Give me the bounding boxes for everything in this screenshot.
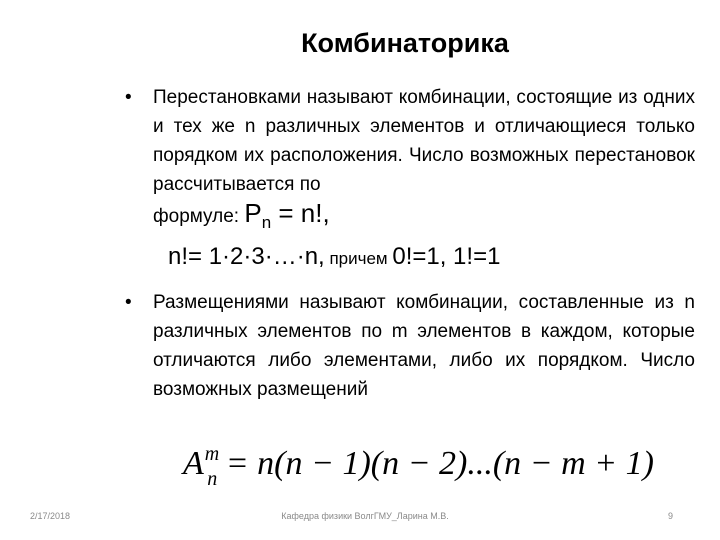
arrangement-formula <box>183 443 654 490</box>
factorial-def: n!= 1·2·3·…·n, <box>168 243 325 270</box>
permutation-formula <box>244 198 330 233</box>
bullet-permutations-text: Перестановками называют комбинации, состоящие из одних и тех же n различных элементов и отличающиеся только порядком их расположения. Число возможных перестановок рассчитывается по <box>153 87 695 195</box>
factorial-note: причем <box>324 249 393 268</box>
factorial-definition <box>168 243 500 271</box>
formula-prefix: формуле: <box>153 206 245 227</box>
bullet-arrangements <box>125 288 695 404</box>
footer-date: 2/17/2018 <box>30 511 71 521</box>
formula-a: A <box>183 445 204 482</box>
formula-rhs: = n(n − 1)(n − 2)...(n − m + 1) <box>225 445 654 482</box>
formula-p-sub: n <box>261 213 272 233</box>
bullet-dot: • <box>125 87 132 108</box>
footer-author: Кафедра физики ВолгГМУ_Ларина М.В. <box>281 511 449 521</box>
footer-page-number: 9 <box>668 511 674 521</box>
factorial-zero: 0!=1, 1!=1 <box>392 243 501 270</box>
bullet-arrangements-text: Размещениями называют комбинации, составленные из n различных элементов по m элементов в каждом, которые отличаются либо элементами, либо их порядком. Число возможных размещений <box>153 292 695 400</box>
slide-title: Комбинаторика <box>301 28 509 58</box>
formula-a-sup: m <box>204 443 220 465</box>
formula-rest: = n!, <box>271 198 330 228</box>
formula-p: P <box>244 198 262 228</box>
bullet-dot: • <box>125 292 132 313</box>
formula-a-sub: n <box>207 468 218 490</box>
bullet-permutations <box>125 83 695 237</box>
